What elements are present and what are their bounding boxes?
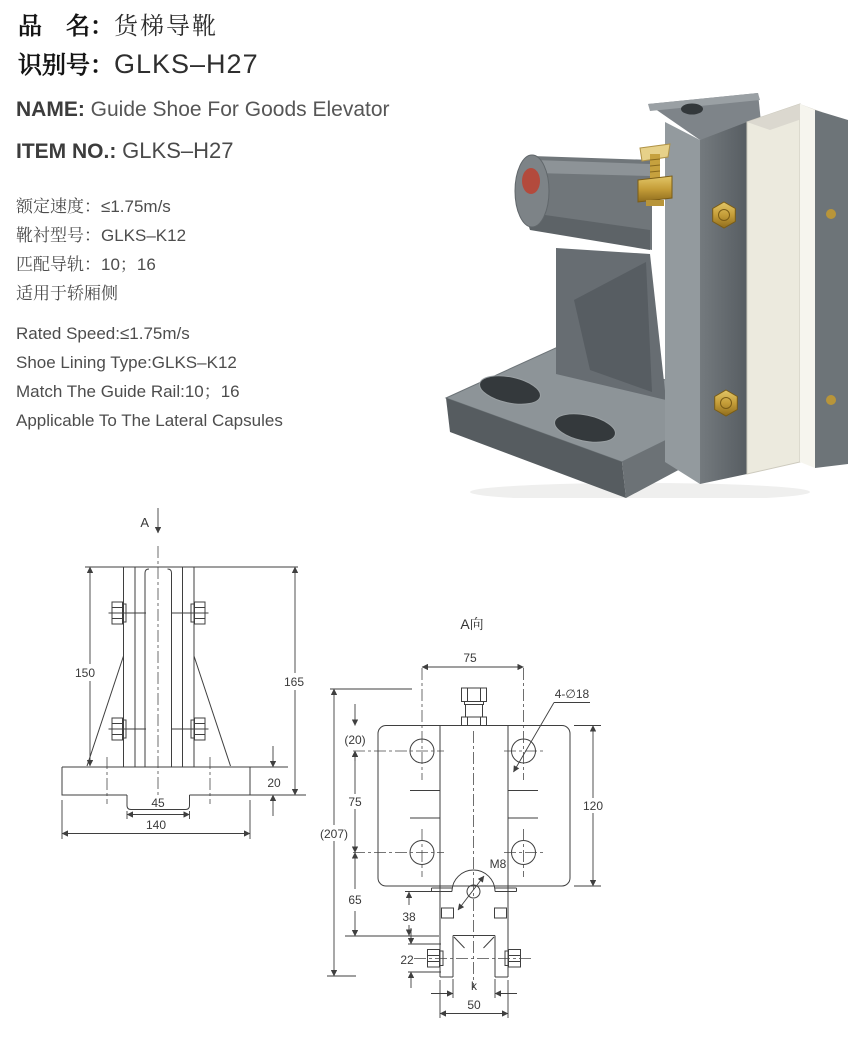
spec-cn-lining-type: 靴衬型号：GLKS–K12 (16, 226, 187, 245)
dim-75-top: 75 (463, 651, 477, 665)
product-name-en-row (16, 98, 390, 122)
dim-k: k (471, 979, 477, 993)
spec-en-rated-speed: Rated Speed:≤1.75m/s (16, 324, 190, 343)
dim-45: 45 (151, 796, 165, 810)
dim-22: 22 (400, 953, 414, 967)
spec-en-lining-type: Shoe Lining Type:GLKS–K12 (16, 353, 237, 372)
dim-120: 120 (582, 799, 604, 813)
dim-75-pitch: 75 (348, 795, 362, 809)
callout-4-d18: 4-∅18 (554, 687, 590, 701)
product-name-en-label: NAME: (16, 98, 85, 121)
spec-en-application: Applicable To The Lateral Capsules (16, 411, 283, 430)
product-name-cn-row (18, 6, 218, 41)
photo-gusset (556, 248, 666, 400)
a-view-dimensions (317, 651, 609, 1018)
technical-drawings (0, 495, 858, 1051)
product-name-en-value: Guide Shoe For Goods Elevator (90, 98, 390, 121)
spec-cn-application: 适用于轿厢侧 (16, 284, 118, 303)
dim-165: 165 (283, 675, 305, 689)
photo-cylinder (515, 155, 652, 250)
section-label: A (140, 515, 149, 530)
product-item-en-label: ITEM NO.: (16, 140, 117, 163)
dim-65: 65 (348, 893, 362, 907)
dim-50: 50 (467, 998, 481, 1012)
spec-cn-rated-speed: 额定速度：≤1.75m/s (16, 197, 171, 216)
spec-cn-guide-rail: 匹配导轨：10；16 (16, 255, 156, 274)
dim-207: (207) (319, 827, 349, 841)
top-bolt (462, 688, 487, 726)
product-photo (430, 70, 858, 498)
callout-m8: M8 (489, 857, 507, 871)
product-id-cn-label: 识别号： (18, 52, 114, 79)
product-name-cn-value: 货梯导靴 (114, 13, 218, 40)
product-item-en-row (16, 138, 233, 164)
mounting-plate (378, 726, 570, 887)
dim-150: 150 (74, 666, 96, 680)
dim-20: 20 (267, 776, 281, 790)
photo-top-hole (681, 104, 703, 115)
specs-cn-block (16, 192, 186, 308)
photo-cap-plate (815, 110, 848, 468)
gusset-line (194, 656, 231, 766)
product-item-en-value: GLKS–H27 (122, 138, 234, 163)
mounting-holes (353, 668, 544, 877)
shoe-body (410, 726, 538, 892)
dim-140: 140 (145, 818, 167, 832)
specs-en-block (16, 319, 283, 435)
photo-lining (747, 104, 848, 474)
product-id-cn-row (18, 45, 259, 80)
a-view-drawing (317, 616, 609, 1018)
view-a-title: A向 (460, 616, 484, 632)
photo-red-cap (522, 168, 540, 194)
photo-cap-bolt (826, 209, 836, 219)
dim-20-offset: (20) (344, 733, 366, 747)
photo-cap-bolt (826, 395, 836, 405)
product-name-cn-label: 品 名： (18, 13, 114, 40)
dim-38: 38 (402, 910, 416, 924)
shoe-column (124, 567, 195, 767)
product-id-cn-value: GLKS–H27 (114, 49, 259, 79)
spec-en-guide-rail: Match The Guide Rail:10；16 (16, 382, 240, 401)
front-view-drawing (62, 508, 311, 839)
front-view-dimensions (62, 567, 311, 839)
